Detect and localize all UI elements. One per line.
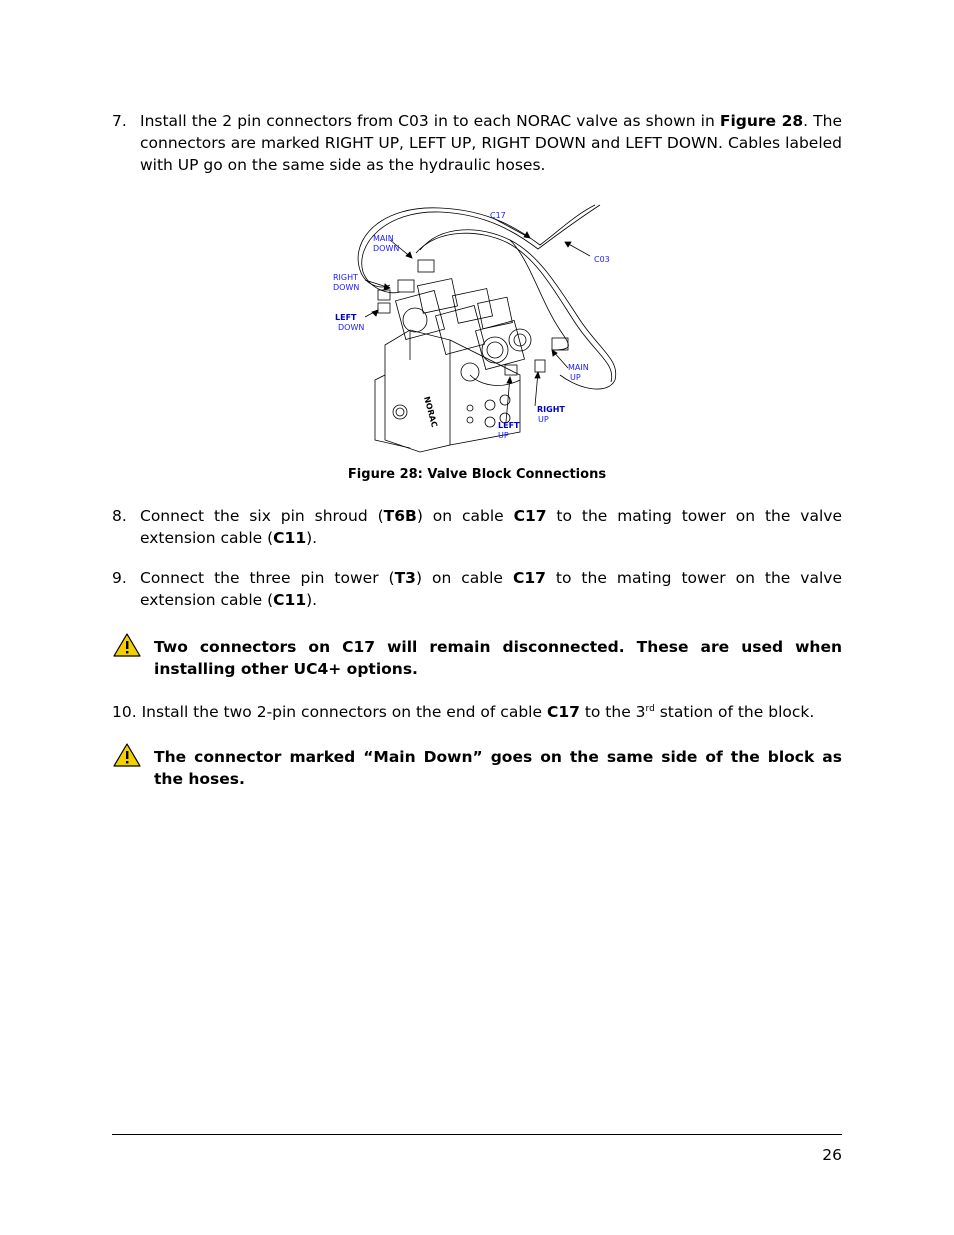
warning-icon xyxy=(112,742,142,768)
step-9 xyxy=(112,567,842,611)
step-8 xyxy=(112,505,842,549)
step-7 xyxy=(112,110,842,176)
page-number: 26 xyxy=(822,1146,842,1164)
label-right-up-1: RIGHT xyxy=(537,405,565,414)
warning-2 xyxy=(112,746,842,790)
label-left-down-1: LEFT xyxy=(335,313,357,322)
step-text: Connect the three pin tower (T3) on cable C17 to the mating tower on the valve extension cable (C11). xyxy=(140,569,842,609)
label-left-down-2: DOWN xyxy=(338,323,365,332)
step-text: Connect the six pin shroud (T6B) on cable C17 to the mating tower on the valve extension cable (C11). xyxy=(140,507,842,547)
warning-1 xyxy=(112,636,842,680)
label-left-up-2: UP xyxy=(498,431,509,440)
label-right-down-1: RIGHT xyxy=(333,273,359,282)
figure-caption: Figure 28: Valve Block Connections xyxy=(347,467,607,482)
step-10 xyxy=(112,698,842,723)
label-c17: C17 xyxy=(490,211,506,220)
step-text: Install the 2 pin connectors from C03 in to each NORAC valve as shown in Figure 28. The connectors are marked RIGHT UP, LEFT UP, RIGHT DOWN and LEFT DOWN. Cables labeled with UP go on the same side as the hydraulic hoses. xyxy=(140,112,843,174)
label-c03: C03 xyxy=(594,255,610,264)
step-number: 9. xyxy=(112,569,127,587)
warning-text: The connector marked “Main Down” goes on the same side of the block as the hoses. xyxy=(154,748,842,788)
label-main-down-1: MAIN xyxy=(373,234,394,243)
label-right-down-2: DOWN xyxy=(333,283,360,292)
step-text: 10. Install the two 2-pin connectors on the end of cable C17 to the 3rd station of the block. xyxy=(112,703,815,722)
warning-icon xyxy=(112,632,142,658)
label-left-up-1: LEFT xyxy=(498,421,520,430)
label-main-up-1: MAIN xyxy=(568,363,589,372)
label-right-up-2: UP xyxy=(538,415,549,424)
valve-block-figure xyxy=(330,200,630,458)
step-number: 7. xyxy=(112,112,127,130)
step-number: 8. xyxy=(112,507,127,525)
footer-divider xyxy=(112,1134,842,1135)
label-main-down-2: DOWN xyxy=(373,244,400,253)
label-main-up-2: UP xyxy=(570,373,581,382)
figure-reference: Figure 28 xyxy=(719,112,804,130)
brand-label: NORAC xyxy=(422,395,439,429)
warning-text: Two connectors on C17 will remain disconnected. These are used when installing other UC4+ options. xyxy=(154,638,842,678)
